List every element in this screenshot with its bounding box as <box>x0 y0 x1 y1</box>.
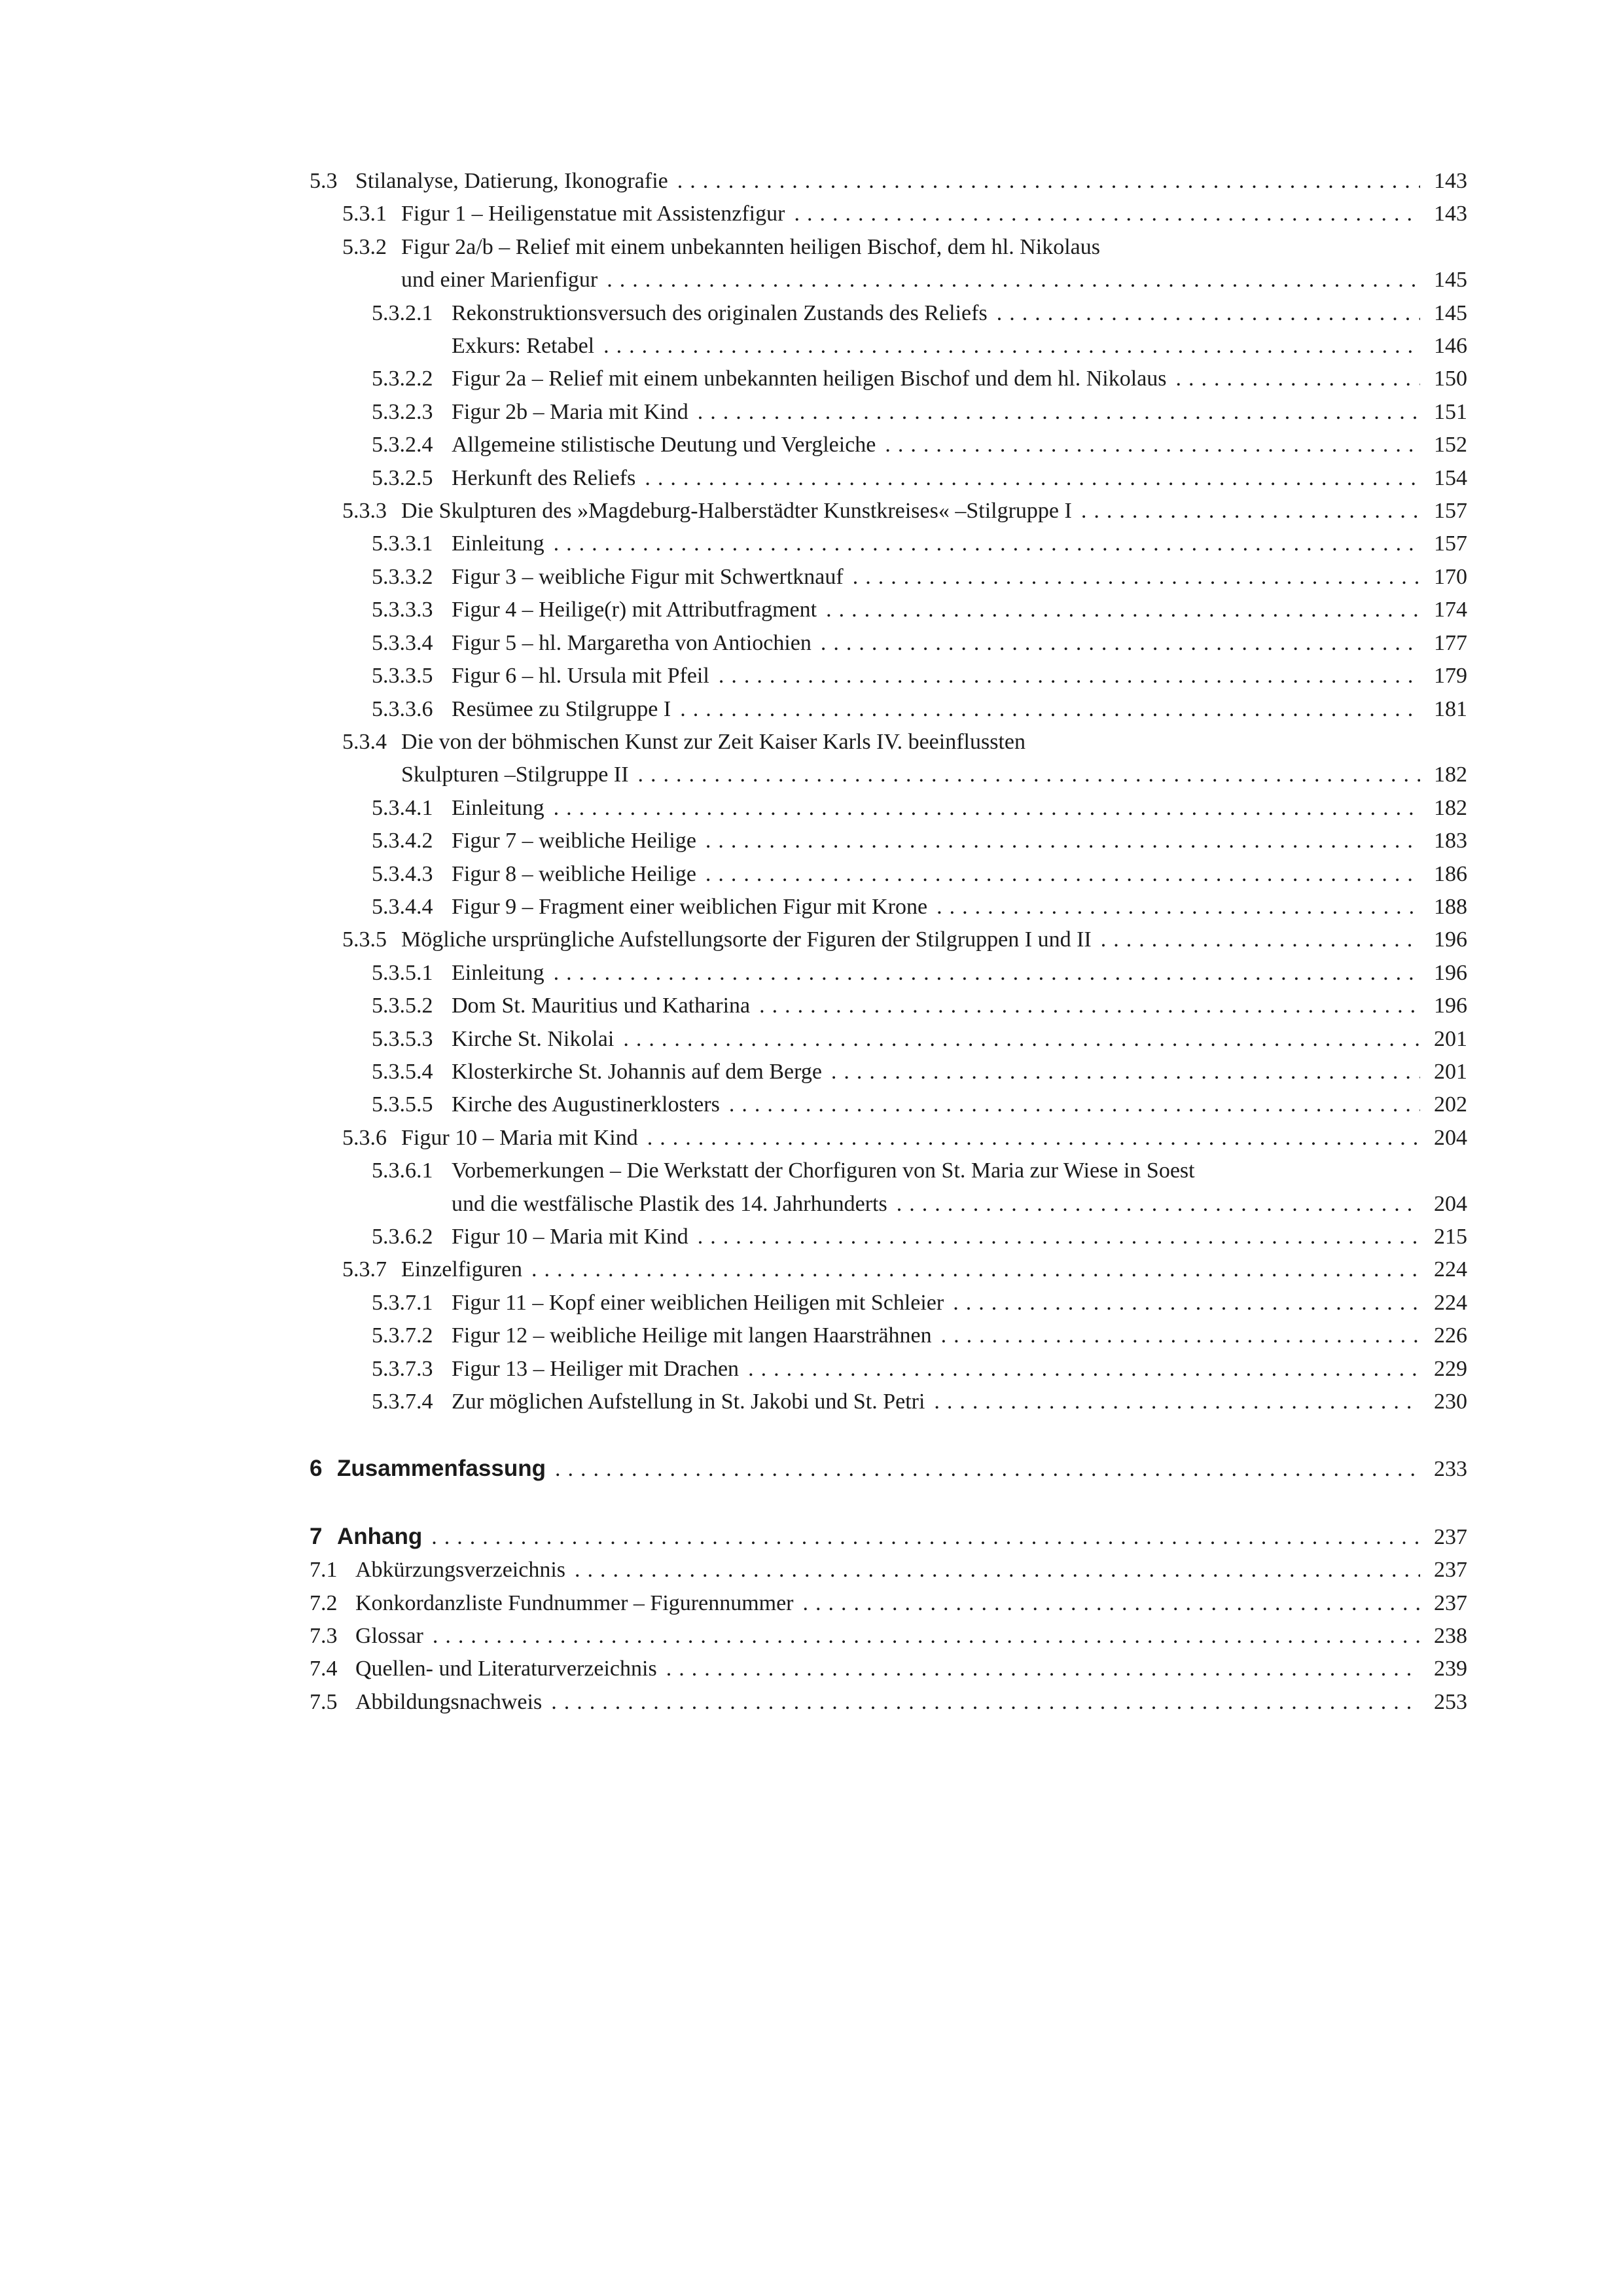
toc-entry-title: Einleitung <box>452 795 544 820</box>
toc-entry <box>310 1056 1467 1088</box>
toc-entry-title: Anhang <box>337 1523 423 1549</box>
toc-entry <box>310 1023 1467 1056</box>
dot-leader <box>645 462 1420 495</box>
toc-entry-page: 204 <box>1434 1191 1467 1216</box>
toc-entry <box>310 198 1467 230</box>
toc-entry-number: 5.3.5.5 <box>372 1092 433 1117</box>
toc-entry-title: Figur 7 – weibliche Heilige <box>452 829 696 853</box>
dot-leader <box>647 1122 1420 1155</box>
toc-entry <box>310 1520 1467 1554</box>
dot-leader <box>941 1319 1420 1352</box>
toc-entry-title: Figur 5 – hl. Margaretha von Antiochien <box>452 630 812 655</box>
toc-entry-page: 179 <box>1434 664 1467 689</box>
toc-entry <box>310 1253 1467 1286</box>
toc-entry <box>310 693 1467 726</box>
toc-entry-page: 215 <box>1434 1225 1467 1249</box>
table-of-contents <box>310 165 1467 1719</box>
toc-entry <box>310 561 1467 594</box>
toc-entry-page: 239 <box>1434 1657 1467 1681</box>
toc-entry-title: Herkunft des Reliefs <box>452 465 636 490</box>
dot-leader <box>554 957 1420 990</box>
toc-entry-title: Kirche St. Nikolai <box>452 1026 615 1051</box>
toc-entry <box>310 1287 1467 1319</box>
toc-entry-title: Figur 9 – Fragment einer weiblichen Figur mit Krone <box>452 894 928 919</box>
toc-entry-page: 143 <box>1434 169 1467 193</box>
toc-entry-continuation: und einer Marienfigur <box>401 268 598 293</box>
toc-entry-page: 182 <box>1434 762 1467 787</box>
toc-entry-page: 224 <box>1434 1290 1467 1315</box>
toc-entry-title: Quellen- und Literaturverzeichnis <box>355 1657 657 1681</box>
toc-entry-page: 188 <box>1434 894 1467 919</box>
toc-entry-number: 5.3.3.5 <box>372 664 433 689</box>
toc-entry <box>310 792 1467 825</box>
toc-entry <box>310 1155 1467 1221</box>
toc-entry-page: 196 <box>1434 960 1467 985</box>
dot-leader <box>554 792 1420 825</box>
toc-entry-title: Zusammenfassung <box>337 1456 546 1482</box>
dot-leader <box>607 264 1420 296</box>
toc-entry <box>310 1088 1467 1121</box>
toc-entry-title: Figur 11 – Kopf einer weiblichen Heiligen mit Schleier <box>452 1290 944 1315</box>
toc-entry <box>310 495 1467 528</box>
toc-entry-page: 157 <box>1434 499 1467 524</box>
toc-entry <box>310 1319 1467 1352</box>
toc-entry <box>310 1386 1467 1418</box>
dot-leader <box>803 1587 1420 1620</box>
dot-leader <box>705 825 1420 857</box>
dot-leader <box>936 891 1420 924</box>
dot-leader <box>1101 924 1420 956</box>
dot-leader <box>705 858 1420 891</box>
toc-entry-title: Resümee zu Stilgruppe I <box>452 696 671 721</box>
toc-entry-number: 5.3.6.2 <box>372 1225 433 1249</box>
dot-leader <box>821 627 1420 660</box>
toc-entry-number: 5.3.7.3 <box>372 1356 433 1381</box>
toc-entry-number: 5.3.5 <box>342 927 387 952</box>
toc-entry <box>310 231 1467 297</box>
toc-entry <box>310 165 1467 198</box>
dot-leader <box>638 759 1420 791</box>
toc-entry <box>310 1587 1467 1620</box>
toc-entry <box>310 990 1467 1022</box>
dot-leader <box>853 561 1420 594</box>
toc-entry-number: 7 <box>310 1523 323 1549</box>
toc-entry-page: 237 <box>1434 1590 1467 1615</box>
toc-entry <box>310 726 1467 792</box>
dot-leader <box>794 198 1420 230</box>
toc-entry-page: 143 <box>1434 202 1467 226</box>
toc-entry-page: 154 <box>1434 465 1467 490</box>
dot-leader <box>555 1453 1420 1486</box>
toc-entry-title: Einzelfiguren <box>401 1257 523 1282</box>
toc-entry-number: 5.3.7 <box>342 1257 387 1282</box>
toc-entry-page: 177 <box>1434 630 1467 655</box>
toc-entry-title: Einleitung <box>452 531 544 556</box>
dot-leader <box>666 1653 1420 1685</box>
toc-entry-number: 5.3.2.4 <box>372 433 433 457</box>
toc-entry-page: 182 <box>1434 795 1467 820</box>
dot-leader <box>934 1386 1420 1418</box>
toc-entry-page: 183 <box>1434 829 1467 853</box>
toc-entry-page: 202 <box>1434 1092 1467 1117</box>
toc-entry-page: 150 <box>1434 367 1467 391</box>
toc-entry <box>310 924 1467 956</box>
toc-entry-second-line <box>342 759 1467 791</box>
toc-entry-number: 5.3.2 <box>342 234 387 259</box>
toc-entry <box>310 1554 1467 1587</box>
toc-entry-number: 5.3.5.3 <box>372 1026 433 1051</box>
toc-entry <box>310 1653 1467 1685</box>
toc-entry <box>310 1686 1467 1719</box>
dot-leader <box>953 1287 1420 1319</box>
toc-entry <box>310 396 1467 429</box>
toc-entry <box>310 660 1467 692</box>
dot-leader <box>997 297 1420 330</box>
toc-entry <box>310 297 1467 330</box>
toc-entry-number: 5.3.1 <box>342 202 387 226</box>
toc-entry-number: 5.3.3.3 <box>372 598 433 622</box>
toc-entry-title: Figur 4 – Heilige(r) mit Attributfragment <box>452 598 817 622</box>
toc-entry <box>310 363 1467 395</box>
dot-leader <box>677 165 1420 198</box>
toc-entry-number: 5.3.3.2 <box>372 564 433 589</box>
toc-entry-page: 237 <box>1434 1558 1467 1583</box>
toc-entry-number: 5.3.4.4 <box>372 894 433 919</box>
toc-entry <box>310 858 1467 891</box>
toc-entry <box>310 825 1467 857</box>
toc-entry-title: Figur 3 – weibliche Figur mit Schwertknauf <box>452 564 844 589</box>
toc-entry-title: Figur 8 – weibliche Heilige <box>452 861 696 886</box>
toc-entry <box>310 1353 1467 1386</box>
toc-entry-title: Figur 2a/b – Relief mit einem unbekannten heiligen Bischof, dem hl. Nikolaus <box>401 234 1100 259</box>
toc-entry-page: 157 <box>1434 531 1467 556</box>
toc-entry <box>310 1122 1467 1155</box>
toc-entry-number: 6 <box>310 1456 323 1482</box>
dot-leader <box>748 1353 1420 1386</box>
toc-entry-page: 170 <box>1434 564 1467 589</box>
toc-entry <box>310 1221 1467 1253</box>
toc-entry-title: Figur 10 – Maria mit Kind <box>401 1125 638 1150</box>
toc-entry-title: Figur 2b – Maria mit Kind <box>452 399 688 424</box>
toc-entry-title: Klosterkirche St. Johannis auf dem Berge <box>452 1059 822 1084</box>
toc-entry <box>310 462 1467 495</box>
toc-entry-title: Figur 10 – Maria mit Kind <box>452 1225 688 1249</box>
dot-leader <box>531 1253 1420 1286</box>
toc-entry-number: 5.3.5.4 <box>372 1059 433 1084</box>
toc-entry-page: 224 <box>1434 1257 1467 1282</box>
toc-entry-title: Rekonstruktionsversuch des originalen Zustands des Reliefs <box>452 300 988 325</box>
toc-entry-title: Vorbemerkungen – Die Werkstatt der Chorfiguren von St. Maria zur Wiese in Soest <box>452 1158 1195 1183</box>
toc-entry-page: 152 <box>1434 433 1467 457</box>
toc-entry-title: Die Skulpturen des »Magdeburg-Halberstädter Kunstkreises« –Stilgruppe I <box>401 499 1072 524</box>
toc-entry-number: 5.3.4 <box>342 729 387 754</box>
toc-entry-page: 230 <box>1434 1390 1467 1414</box>
toc-entry <box>310 1452 1467 1486</box>
toc-entry-page: 238 <box>1434 1624 1467 1649</box>
toc-entry-title: Kirche des Augustinerklosters <box>452 1092 720 1117</box>
toc-entry-number: 5.3.3.4 <box>372 630 433 655</box>
dot-leader <box>554 528 1420 560</box>
toc-entry-title: Einleitung <box>452 960 544 985</box>
dot-leader <box>603 330 1420 363</box>
dot-leader <box>1081 495 1420 528</box>
toc-entry-page: 151 <box>1434 399 1467 424</box>
toc-entry-page: 201 <box>1434 1059 1467 1084</box>
dot-leader <box>698 396 1420 429</box>
dot-leader <box>1176 363 1420 395</box>
toc-entry-page: 229 <box>1434 1356 1467 1381</box>
toc-entry-page: 186 <box>1434 861 1467 886</box>
toc-entry-page: 196 <box>1434 994 1467 1018</box>
toc-entry-second-line <box>372 1188 1467 1221</box>
toc-entry-number: 7.5 <box>310 1689 338 1714</box>
toc-entry-page: 174 <box>1434 598 1467 622</box>
toc-entry-number: 5.3.6.1 <box>372 1158 433 1183</box>
toc-entry-number: 5.3.7.2 <box>372 1323 433 1348</box>
toc-entry-page: 233 <box>1434 1457 1467 1482</box>
dot-leader <box>885 429 1420 461</box>
toc-entry-number: 7.2 <box>310 1590 338 1615</box>
toc-entry <box>310 627 1467 660</box>
toc-entry-number: 5.3.7.1 <box>372 1290 433 1315</box>
toc-entry-title: Allgemeine stilistische Deutung und Vergleiche <box>452 433 876 457</box>
toc-entry-title: Dom St. Mauritius und Katharina <box>452 994 751 1018</box>
toc-entry-number: 5.3.2.1 <box>372 300 433 325</box>
toc-entry-number: 7.4 <box>310 1657 338 1681</box>
toc-entry-title: Figur 6 – hl. Ursula mit Pfeil <box>452 664 709 689</box>
toc-entry-number: 5.3.3.6 <box>372 696 433 721</box>
toc-entry-number: 5.3.3 <box>342 499 387 524</box>
toc-entry-title: Figur 12 – weibliche Heilige mit langen Haarsträhnen <box>452 1323 932 1348</box>
toc-entry-page: 201 <box>1434 1026 1467 1051</box>
toc-entry-first-line <box>342 726 1467 759</box>
dot-leader <box>623 1023 1420 1056</box>
toc-entry-title: Abbildungsnachweis <box>355 1689 543 1714</box>
toc-entry-number: 5.3.2.5 <box>372 465 433 490</box>
toc-entry-number: 5.3.2.2 <box>372 367 433 391</box>
toc-entry <box>310 528 1467 560</box>
dot-leader <box>431 1521 1420 1554</box>
dot-leader <box>433 1620 1420 1653</box>
dot-leader <box>897 1188 1420 1221</box>
toc-entry-title: Stilanalyse, Datierung, Ikonografie <box>355 169 668 193</box>
toc-entry-number: 5.3.7.4 <box>372 1390 433 1414</box>
toc-entry-title: Exkurs: Retabel <box>452 334 595 359</box>
toc-entry <box>310 957 1467 990</box>
toc-entry-title: Zur möglichen Aufstellung in St. Jakobi und St. Petri <box>452 1390 925 1414</box>
toc-entry-number: 7.3 <box>310 1624 338 1649</box>
dot-leader <box>575 1554 1420 1587</box>
toc-entry-title: Figur 2a – Relief mit einem unbekannten heiligen Bischof und dem hl. Nikolaus <box>452 367 1167 391</box>
dot-leader <box>551 1686 1420 1719</box>
toc-entry <box>310 330 1467 363</box>
toc-entry-page: 253 <box>1434 1689 1467 1714</box>
toc-entry-page: 237 <box>1434 1524 1467 1549</box>
toc-entry-title: Konkordanzliste Fundnummer – Figurennummer <box>355 1590 794 1615</box>
dot-leader <box>826 594 1420 626</box>
toc-entry-page: 181 <box>1434 696 1467 721</box>
toc-entry-continuation: Skulpturen –Stilgruppe II <box>401 762 629 787</box>
dot-leader <box>680 693 1420 726</box>
toc-entry-number: 5.3.5.1 <box>372 960 433 985</box>
toc-entry-page: 146 <box>1434 334 1467 359</box>
dot-leader <box>759 990 1420 1022</box>
toc-entry-number: 5.3.6 <box>342 1125 387 1150</box>
toc-entry <box>310 891 1467 924</box>
toc-entry-title: Figur 1 – Heiligenstatue mit Assistenzfigur <box>401 202 785 226</box>
toc-entry-page: 196 <box>1434 927 1467 952</box>
toc-entry-title: Die von der böhmischen Kunst zur Zeit Kaiser Karls IV. beeinflussten <box>401 729 1026 754</box>
toc-entry-title: Mögliche ursprüngliche Aufstellungsorte der Figuren der Stilgruppen I und II <box>401 927 1092 952</box>
dot-leader <box>698 1221 1420 1253</box>
toc-entry-number: 5.3.5.2 <box>372 994 433 1018</box>
toc-entry-title: Glossar <box>355 1624 423 1649</box>
dot-leader <box>729 1088 1420 1121</box>
toc-entry-page: 145 <box>1434 268 1467 293</box>
toc-entry-number: 7.1 <box>310 1558 338 1583</box>
toc-entry-title: Abkürzungsverzeichnis <box>355 1558 566 1583</box>
toc-entry-number: 5.3.4.1 <box>372 795 433 820</box>
toc-entry-number: 5.3.3.1 <box>372 531 433 556</box>
toc-entry-first-line <box>342 231 1467 264</box>
dot-leader <box>719 660 1420 692</box>
toc-entry-page: 226 <box>1434 1323 1467 1348</box>
toc-entry-title: Figur 13 – Heiliger mit Drachen <box>452 1356 740 1381</box>
toc-entry-page: 204 <box>1434 1125 1467 1150</box>
toc-entry <box>310 594 1467 626</box>
toc-entry-first-line <box>372 1155 1467 1187</box>
toc-entry-number: 5.3.4.3 <box>372 861 433 886</box>
toc-entry-number: 5.3 <box>310 169 338 193</box>
toc-entry-second-line <box>342 264 1467 296</box>
toc-entry-number: 5.3.2.3 <box>372 399 433 424</box>
toc-entry-number: 5.3.4.2 <box>372 829 433 853</box>
dot-leader <box>831 1056 1420 1088</box>
toc-entry <box>310 1620 1467 1653</box>
toc-entry-page: 145 <box>1434 300 1467 325</box>
toc-entry <box>310 429 1467 461</box>
toc-entry-continuation: und die westfälische Plastik des 14. Jahrhunderts <box>452 1191 887 1216</box>
